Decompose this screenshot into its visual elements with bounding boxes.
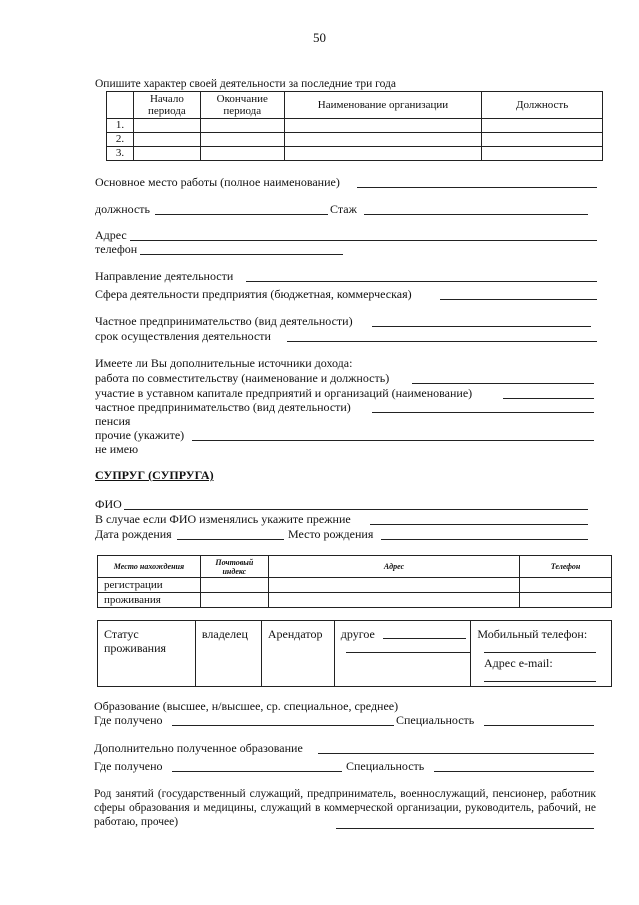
status-label: Статус проживания [98,621,196,687]
address-header-index: Почтовый индекс [200,556,268,578]
page-number: 50 [313,30,326,45]
activity-cell[interactable] [200,119,284,133]
address-cell[interactable] [520,578,612,593]
income-item-private: частное предпринимательство (вид деятельности) [95,400,351,414]
address-header-phone: Телефон [520,556,612,578]
spouse-fio-field[interactable] [124,509,588,510]
spouse-birth-date-field[interactable] [177,539,284,540]
spouse-birth-place-label: Место рождения [288,527,374,541]
status-other-field-2[interactable] [346,652,470,653]
activity-row-num: 3. [107,147,134,161]
entrepreneur-term-label: срок осуществления деятельности [95,329,271,343]
status-contact-cell [471,621,612,687]
status-tenant-option[interactable]: Арендатор [261,621,334,687]
entrepreneur-kind-field[interactable] [372,326,591,327]
income-question: Имеете ли Вы дополнительные источники дохода: [95,356,353,370]
income-item-parttime: работа по совместительству (наименование и должность) [95,371,390,385]
address-header-address: Адрес [268,556,519,578]
income-capital-field[interactable] [503,398,594,399]
activity-cell[interactable] [133,147,200,161]
main-work-field[interactable] [357,187,597,188]
direction-label: Направление деятельности [95,269,234,283]
spouse-prev-fio-field[interactable] [370,524,588,525]
entrepreneur-kind-label: Частное предпринимательство (вид деятельности) [95,314,353,328]
activity-header-num [107,92,134,119]
additional-education-label: Дополнительно полученное образование [94,741,303,755]
education2-specialty-field[interactable] [434,771,594,772]
address-cell[interactable] [520,593,612,608]
address-field[interactable] [130,240,597,241]
spouse-address-table [97,555,612,608]
mobile-field[interactable] [484,652,596,653]
sphere-label: Сфера деятельности предприятия (бюджетная, коммерческая) [95,287,412,301]
income-private-field[interactable] [372,412,594,413]
education-label: Образование (высшее, н/высшее, ср. специальное, среднее) [94,699,399,713]
income-item-other: прочие (укажите) [95,428,185,442]
experience-field[interactable] [364,214,588,215]
residence-status-table [97,620,612,687]
status-other-option: другое [340,627,375,641]
address-cell[interactable] [268,593,519,608]
activity-header-position: Должность [482,92,603,119]
mobile-label: Мобильный телефон: [477,627,588,641]
activity-cell[interactable] [284,147,482,161]
additional-education-field[interactable] [318,753,594,754]
activity-cell[interactable] [482,133,603,147]
address-cell[interactable] [200,593,268,608]
activity-cell[interactable] [284,133,482,147]
income-other-field[interactable] [192,440,594,441]
activity-cell[interactable] [200,133,284,147]
education-specialty-label: Специальность [396,713,475,727]
sphere-field[interactable] [440,299,597,300]
income-item-pension: пенсия [95,414,131,428]
activity-header-org: Наименование организации [284,92,482,119]
main-work-label: Основное место работы (полное наименование) [95,175,340,189]
activity-row-num: 1. [107,119,134,133]
activity-cell[interactable] [482,119,603,133]
activity-cell[interactable] [284,119,482,133]
income-parttime-field[interactable] [412,383,594,384]
status-other-cell[interactable] [334,621,471,687]
education2-where-field[interactable] [172,771,342,772]
education-where-label: Где получено [94,713,163,727]
position-label: должность [95,202,150,216]
phone-field[interactable] [140,254,343,255]
income-item-none: не имею [95,442,139,456]
spouse-section-title: СУПРУГ (СУПРУГА) [95,468,214,482]
activity-header-start: Начало периода [133,92,200,119]
education2-specialty-label: Специальность [346,759,425,773]
activity-cell[interactable] [200,147,284,161]
education-specialty-field[interactable] [484,725,594,726]
email-label: Адрес e-mail: [484,656,553,670]
position-field[interactable] [155,214,328,215]
address-header-location: Место нахождения [98,556,201,578]
status-owner-option[interactable]: владелец [195,621,261,687]
activity-row-num: 2. [107,133,134,147]
status-other-field[interactable] [383,638,466,639]
activity-prompt: Опишите характер своей деятельности за последние три года [95,78,396,90]
activity-header-end: Окончание периода [200,92,284,119]
occupation-text: Род занятий (государственный служащий, предприниматель, военнослужащий, пенсионер, работник сферы образования и медицины, служащий в коммерческой организации, руководитель, рабочий, не работаю, прочее) [94,788,596,828]
email-field[interactable] [484,681,596,682]
direction-field[interactable] [246,281,597,282]
income-item-capital: участие в уставном капитале предприятий и организаций (наименование) [95,386,473,400]
education-where-field[interactable] [172,725,394,726]
phone-label: телефон [95,242,138,256]
address-cell[interactable] [268,578,519,593]
activity-cell[interactable] [133,119,200,133]
address-label: Адрес [95,228,127,242]
experience-label: Стаж [330,202,357,216]
spouse-birth-date-label: Дата рождения [95,527,172,541]
address-row-residence: проживания [98,593,201,608]
entrepreneur-term-field[interactable] [287,341,597,342]
occupation-field[interactable] [336,828,594,829]
spouse-birth-place-field[interactable] [381,539,588,540]
activity-table [106,91,603,161]
address-row-registration: регистрации [98,578,201,593]
address-cell[interactable] [200,578,268,593]
activity-cell[interactable] [133,133,200,147]
activity-cell[interactable] [482,147,603,161]
education2-where-label: Где получено [94,759,163,773]
spouse-prev-fio-label: В случае если ФИО изменялись укажите прежние [95,512,351,526]
spouse-fio-label: ФИО [95,497,122,511]
